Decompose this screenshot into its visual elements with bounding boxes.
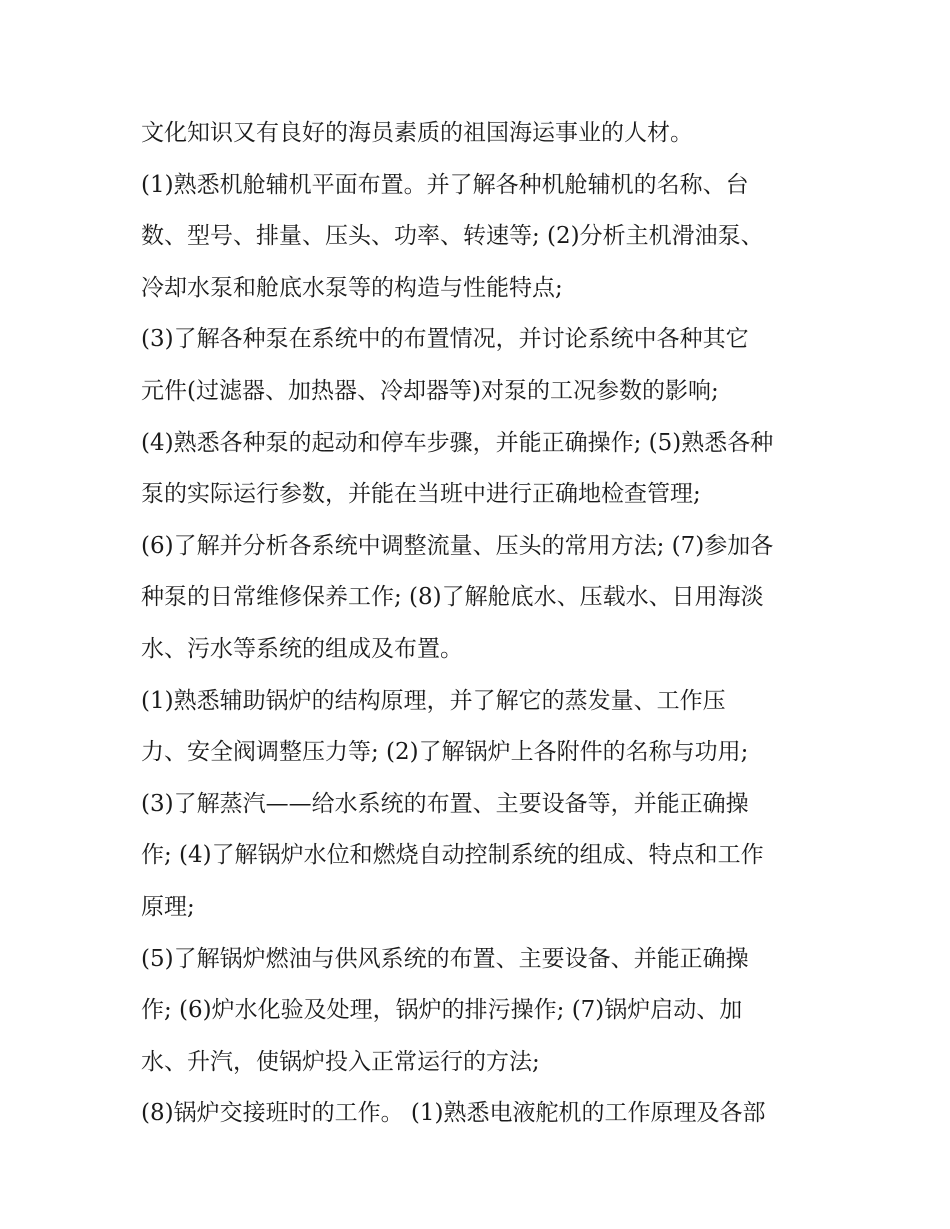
body-text (141, 108, 821, 1140)
text-line: 冷却水泵和舱底水泵等的构造与性能特点; (141, 274, 563, 301)
text-line: (3)了解蒸汽——给水系统的布置、主要设备等，并能正确操 (141, 790, 749, 817)
text-line: 数、型号、排量、压头、功率、转速等; (2)分析主机滑油泵、 (141, 223, 764, 250)
text-line: 原理; (141, 893, 195, 920)
text-line: 作; (4)了解锅炉水位和燃烧自动控制系统的组成、特点和工作 (141, 842, 764, 869)
text-line: (3)了解各种泵在系统中的布置情况，并讨论系统中各种其它 (141, 326, 749, 353)
text-line: (4)熟悉各种泵的起动和停车步骤，并能正确操作; (5)熟悉各种 (141, 429, 774, 456)
text-line: 种泵的日常维修保养工作; (8)了解舱底水、压载水、日用海淡 (141, 584, 764, 611)
text-line: 元件(过滤器、加热器、冷却器等)对泵的工况参数的影响; (141, 377, 719, 404)
text-line: (1)熟悉机舱辅机平面布置。并了解各种机舱辅机的名称、台 (141, 171, 749, 198)
text-line: 泵的实际运行参数，并能在当班中进行正确地检查管理; (141, 481, 701, 508)
text-line: (6)了解并分析各系统中调整流量、压头的常用方法; (7)参加各 (141, 532, 774, 559)
text-line: 水、污水等系统的组成及布置。 (141, 635, 463, 662)
text-line: (1)熟悉辅助锅炉的结构原理，并了解它的蒸发量、工作压 (141, 687, 726, 714)
text-line: (5)了解锅炉燃油与供风系统的布置、主要设备、并能正确操 (141, 945, 749, 972)
text-line: (8)锅炉交接班时的工作。 (1)熟悉电液舵机的工作原理及各部 (141, 1100, 766, 1127)
text-line: 力、安全阀调整压力等; (2)了解锅炉上各附件的名称与功用; (141, 739, 749, 766)
text-line: 作; (6)炉水化验及处理，锅炉的排污操作; (7)锅炉启动、加 (141, 997, 743, 1024)
text-line: 水、升汽，使锅炉投入正常运行的方法; (141, 1048, 540, 1075)
text-line: 文化知识又有良好的海员素质的祖国海运事业的人材。 (141, 120, 693, 146)
